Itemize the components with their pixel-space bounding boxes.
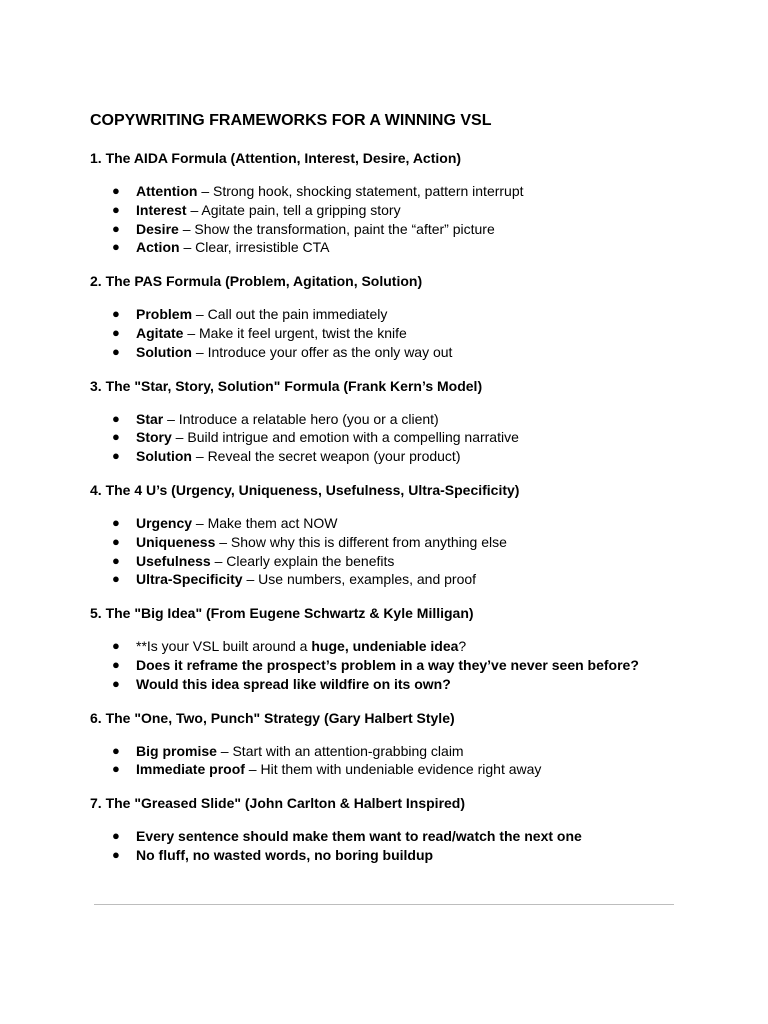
list-item-term: Desire [136, 220, 179, 237]
list-item [90, 742, 690, 761]
list-item-text: – Introduce a relatable hero (you or a client) [163, 410, 439, 427]
list-item-text: – Agitate pain, tell a gripping story [186, 201, 401, 218]
bullet-icon: ● [112, 656, 120, 672]
bullet-icon: ● [112, 514, 120, 530]
list-item-text: – Reveal the secret weapon (your product) [192, 448, 461, 465]
list-item [90, 637, 690, 656]
list-item-term: Action [136, 239, 180, 256]
list-item-text: – Introduce your offer as the only way out [192, 343, 453, 360]
bullet-icon: ● [112, 846, 120, 862]
section-heading-star-story-solution: 3. The "Star, Story, Solution" Formula (Frank Kern’s Model) [90, 377, 483, 394]
bullet-icon: ● [112, 638, 120, 654]
list-item-term: Solution [136, 343, 192, 360]
bullet-list-one-two-punch [90, 742, 690, 780]
document-title: COPYWRITING FRAMEWORKS FOR A WINNING VSL [90, 112, 492, 129]
document-page [90, 109, 690, 879]
bullet-icon: ● [112, 761, 120, 777]
list-item-prefix: **Is your VSL built around a [136, 638, 312, 655]
list-item [90, 324, 690, 343]
list-item-term: Attention [136, 183, 198, 199]
list-item-text: – Show why this is different from anything else [215, 533, 507, 550]
bullet-list-greased-slide [90, 827, 690, 865]
list-item-text: – Call out the pain immediately [192, 306, 388, 323]
list-item [90, 533, 690, 552]
list-item [90, 305, 690, 324]
list-item-text: Every sentence should make them want to read/watch the next one [136, 828, 582, 845]
list-item-suffix: ? [458, 638, 467, 655]
bullet-list-pas [90, 305, 690, 361]
section-heading-pas: 2. The PAS Formula (Problem, Agitation, Solution) [90, 273, 423, 290]
bullet-icon: ● [112, 306, 120, 322]
bullet-icon: ● [112, 533, 120, 549]
section-heading-aida: 1. The AIDA Formula (Attention, Interest, Desire, Action) [90, 150, 462, 166]
list-item-term: Solution [136, 448, 192, 465]
list-item-text: – Make it feel urgent, twist the knife [183, 324, 407, 341]
bullet-icon: ● [112, 828, 120, 844]
list-item-text: – Hit them with undeniable evidence right away [244, 761, 542, 778]
list-item [90, 656, 690, 675]
bullet-list-star-story-solution [90, 410, 690, 466]
list-item [90, 220, 690, 239]
bullet-icon: ● [112, 552, 120, 568]
list-item [90, 238, 690, 257]
list-item-term: Interest [136, 201, 187, 218]
bullet-list-aida [90, 182, 690, 257]
list-item [90, 201, 690, 220]
list-item [90, 447, 690, 466]
list-item-term: Usefulness [136, 552, 211, 569]
list-item [90, 846, 690, 865]
bullet-icon: ● [112, 448, 120, 464]
bullet-icon: ● [112, 410, 120, 426]
list-item [90, 182, 690, 201]
list-item [90, 343, 690, 362]
list-item [90, 552, 690, 571]
list-item-text: Would this idea spread like wildfire on its own? [136, 675, 451, 692]
list-item-text: – Make them act NOW [192, 514, 338, 531]
bullet-icon: ● [112, 220, 120, 236]
section-heading-4us: 4. The 4 U’s (Urgency, Uniqueness, Usefulness, Ultra-Specificity) [90, 481, 520, 498]
list-item-term: Story [136, 429, 172, 446]
list-item-term: Uniqueness [136, 533, 216, 550]
bullet-list-4us [90, 514, 690, 589]
list-item-text: – Use numbers, examples, and proof [242, 571, 477, 588]
list-item [90, 570, 690, 589]
section-heading-greased-slide: 7. The "Greased Slide" (John Carlton & Halbert Inspired) [90, 795, 466, 812]
list-item-term: Problem [136, 306, 193, 323]
list-item-text: No fluff, no wasted words, no boring buildup [136, 846, 434, 863]
list-item [90, 410, 690, 429]
list-item-text: – Build intrigue and emotion with a compelling narrative [171, 429, 519, 446]
list-item-text: Does it reframe the prospect’s problem in a way they’ve never seen before? [136, 656, 639, 673]
list-item-term: Ultra-Specificity [136, 571, 243, 588]
bullet-list-big-idea [90, 637, 690, 693]
list-item [90, 428, 690, 447]
bullet-icon: ● [112, 324, 120, 340]
list-item-text: – Start with an attention-grabbing claim [216, 742, 464, 759]
bullet-icon: ● [112, 183, 120, 198]
list-item-text: – Clear, irresistible CTA [179, 239, 330, 256]
bullet-icon: ● [112, 201, 120, 217]
section-heading-one-two-punch: 6. The "One, Two, Punch" Strategy (Gary Halbert Style) [90, 709, 455, 726]
list-item [90, 514, 690, 533]
bullet-icon: ● [112, 675, 120, 691]
bullet-icon: ● [112, 343, 120, 359]
list-item [90, 675, 690, 694]
list-item-term: Urgency [136, 514, 193, 531]
section-heading-big-idea: 5. The "Big Idea" (From Eugene Schwartz & Kyle Milligan) [90, 605, 474, 622]
list-item [90, 827, 690, 846]
list-item-term: Agitate [136, 324, 184, 341]
list-item [90, 760, 690, 779]
list-item-text: – Clearly explain the benefits [210, 552, 395, 569]
list-item-bold: huge, undeniable idea [311, 638, 459, 655]
list-item-term: Big promise [136, 742, 217, 759]
list-item-text: – Show the transformation, paint the “after” picture [178, 220, 495, 237]
list-item-text: – Strong hook, shocking statement, pattern interrupt [197, 183, 524, 199]
list-item-term: Star [136, 410, 164, 427]
horizontal-divider [94, 904, 674, 905]
bullet-icon: ● [112, 239, 120, 255]
bullet-icon: ● [112, 571, 120, 587]
list-item-term: Immediate proof [136, 761, 245, 778]
bullet-icon: ● [112, 742, 120, 758]
bullet-icon: ● [112, 429, 120, 445]
